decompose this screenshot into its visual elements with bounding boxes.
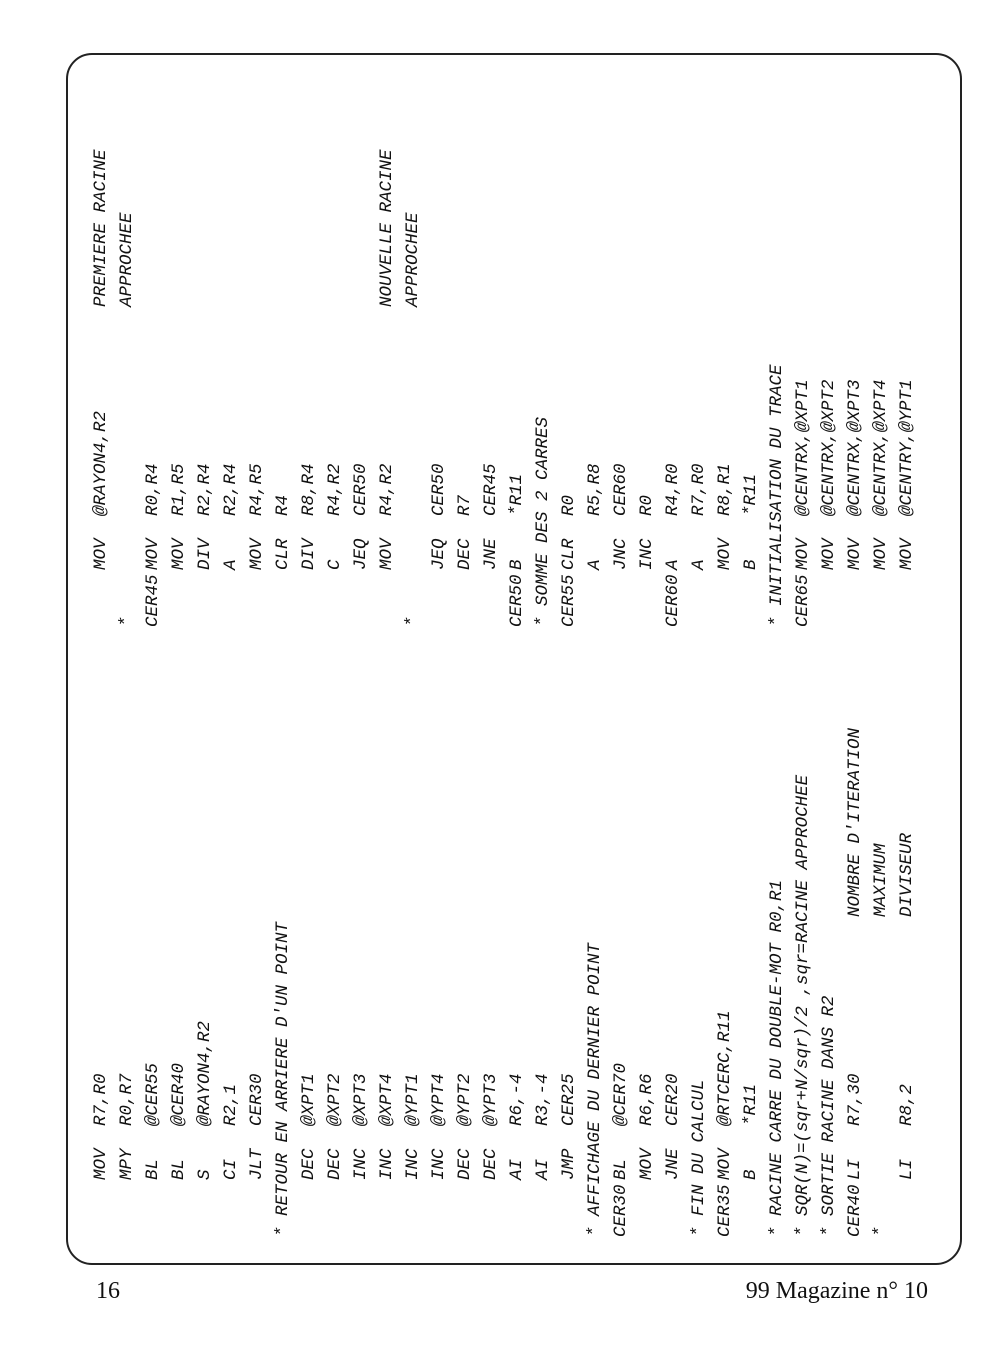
- operand-text: @XPT1: [299, 1073, 319, 1126]
- opcode-text: INC: [429, 1148, 449, 1180]
- operand-text: R0,R7: [117, 1073, 137, 1126]
- operand-text: R4,R5: [247, 463, 267, 516]
- label-text: CER55: [559, 574, 579, 627]
- operand-text: R6,R6: [637, 1073, 657, 1126]
- operand-text: CER20: [663, 1073, 683, 1126]
- opcode-text: CI: [221, 1158, 241, 1180]
- opcode-text: MOV: [871, 538, 891, 570]
- opcode-text: MOV: [247, 538, 267, 570]
- operand-text: R7,R0: [91, 1073, 111, 1126]
- operand-text: @RAYON4,R2: [195, 1020, 215, 1126]
- comment-text: * AFFICHAGE DU DERNIER POINT: [585, 942, 605, 1237]
- opcode-text: A: [663, 559, 683, 570]
- opcode-text: DEC: [455, 538, 475, 570]
- operand-text: @YPT4: [429, 1073, 449, 1126]
- operand-text: R3,-4: [533, 1073, 553, 1126]
- label-text: CER30: [611, 1184, 631, 1237]
- operand-text: @CER40: [169, 1062, 189, 1126]
- operand-text: R4: [273, 494, 293, 516]
- operand-text: R1,R5: [169, 463, 189, 516]
- operand-text: R8,R1: [715, 463, 735, 516]
- comment-text: *: [403, 616, 423, 627]
- operand-text: R0: [637, 494, 657, 516]
- opcode-text: AI: [533, 1158, 553, 1180]
- opcode-text: MOV: [169, 538, 189, 570]
- opcode-text: CLR: [559, 538, 579, 570]
- comment-text: *: [871, 1226, 891, 1237]
- operand-text: R5,R8: [585, 463, 605, 516]
- operand-text: @CENTRX,@XPT1: [793, 379, 813, 516]
- opcode-text: MOV: [715, 1148, 735, 1180]
- opcode-text: A: [221, 559, 241, 570]
- operand-text: CER50: [429, 463, 449, 516]
- opcode-text: B: [741, 1169, 761, 1180]
- opcode-text: BL: [169, 1158, 189, 1180]
- opcode-text: BL: [611, 1158, 631, 1180]
- opcode-text: JMP: [559, 1148, 579, 1180]
- rotated-listing: [68, 55, 962, 1265]
- label-text: CER45: [143, 574, 163, 627]
- operand-text: CER60: [611, 463, 631, 516]
- operand-text: CER30: [247, 1073, 267, 1126]
- comment-text: * SQR(N)=(sqr+N/sqr)/2 ,sqr=RACINE APPROCHEE: [793, 774, 813, 1237]
- opcode-text: B: [507, 559, 527, 570]
- remark-text: APPROCHEE: [117, 212, 137, 307]
- label-text: CER40: [845, 1184, 865, 1237]
- operand-text: R4,R2: [325, 463, 345, 516]
- operand-text: @XPT4: [377, 1073, 397, 1126]
- opcode-text: S: [195, 1169, 215, 1180]
- operand-text: *R11: [741, 473, 761, 516]
- operand-text: R2,R4: [195, 463, 215, 516]
- operand-text: R4,R2: [377, 463, 397, 516]
- operand-text: @CER70: [611, 1062, 631, 1126]
- operand-text: CER25: [559, 1073, 579, 1126]
- opcode-text: DEC: [325, 1148, 345, 1180]
- opcode-text: BL: [143, 1158, 163, 1180]
- opcode-text: MPY: [117, 1148, 137, 1180]
- opcode-text: INC: [637, 538, 657, 570]
- opcode-text: MOV: [637, 1148, 657, 1180]
- operand-text: R7,30: [845, 1073, 865, 1126]
- opcode-text: JEQ: [351, 538, 371, 570]
- operand-text: R2,R4: [221, 463, 241, 516]
- comment-text: * RACINE CARRE DU DOUBLE-MOT R0,R1: [767, 879, 787, 1237]
- opcode-text: LI: [897, 1158, 917, 1180]
- opcode-text: JNC: [611, 538, 631, 570]
- opcode-text: INC: [377, 1148, 397, 1180]
- opcode-text: MOV: [715, 538, 735, 570]
- opcode-text: MOV: [819, 538, 839, 570]
- comment-text: * SORTIE RACINE DANS R2: [819, 995, 839, 1237]
- opcode-text: A: [689, 559, 709, 570]
- operand-text: *R11: [741, 1083, 761, 1126]
- operand-text: @CENTRX,@XPT4: [871, 379, 891, 516]
- operand-text: @YPT2: [455, 1073, 475, 1126]
- opcode-text: CLR: [273, 538, 293, 570]
- opcode-text: JNE: [481, 538, 501, 570]
- opcode-text: A: [585, 559, 605, 570]
- opcode-text: MOV: [897, 538, 917, 570]
- operand-text: @CENTRY,@YPT1: [897, 379, 917, 516]
- opcode-text: JNE: [663, 1148, 683, 1180]
- remark-text: NOUVELLE RACINE: [377, 149, 397, 307]
- operand-text: R4,R0: [663, 463, 683, 516]
- operand-text: CER50: [351, 463, 371, 516]
- operand-text: @YPT1: [403, 1073, 423, 1126]
- opcode-text: DEC: [455, 1148, 475, 1180]
- remark-text: MAXIMUM: [871, 843, 891, 917]
- operand-text: *R11: [507, 473, 527, 516]
- opcode-text: INC: [351, 1148, 371, 1180]
- opcode-text: DIV: [195, 538, 215, 570]
- magazine-issue: 99 Magazine n° 10: [745, 1278, 928, 1304]
- page-number: 16: [96, 1278, 120, 1304]
- opcode-text: MOV: [845, 538, 865, 570]
- opcode-text: JLT: [247, 1148, 267, 1180]
- operand-text: @XPT3: [351, 1073, 371, 1126]
- remark-text: NOMBRE D'ITERATION: [845, 727, 865, 917]
- opcode-text: B: [741, 559, 761, 570]
- opcode-text: MOV: [377, 538, 397, 570]
- opcode-text: DEC: [481, 1148, 501, 1180]
- opcode-text: JEQ: [429, 538, 449, 570]
- operand-text: R0: [559, 494, 579, 516]
- label-text: CER65: [793, 574, 813, 627]
- operand-text: @RAYON4,R2: [91, 410, 111, 516]
- comment-text: * FIN DU CALCUL: [689, 1079, 709, 1237]
- operand-text: R7: [455, 494, 475, 516]
- operand-text: @RTCERC,R11: [715, 1010, 735, 1126]
- opcode-text: MOV: [91, 538, 111, 570]
- label-text: CER60: [663, 574, 683, 627]
- operand-text: R0,R4: [143, 463, 163, 516]
- comment-text: *: [117, 616, 137, 627]
- operand-text: @CENTRX,@XPT2: [819, 379, 839, 516]
- opcode-text: MOV: [143, 538, 163, 570]
- operand-text: R2,1: [221, 1083, 241, 1126]
- label-text: CER50: [507, 574, 527, 627]
- comment-text: * RETOUR EN ARRIERE D'UN POINT: [273, 921, 293, 1237]
- opcode-text: MOV: [793, 538, 813, 570]
- comment-text: * INITIALISATION DU TRACE: [767, 364, 787, 627]
- operand-text: @XPT2: [325, 1073, 345, 1126]
- operand-text: @CENTRX,@XPT3: [845, 379, 865, 516]
- opcode-text: INC: [403, 1148, 423, 1180]
- operand-text: R8,R4: [299, 463, 319, 516]
- opcode-text: DIV: [299, 538, 319, 570]
- remark-text: APPROCHEE: [403, 212, 423, 307]
- opcode-text: MOV: [91, 1148, 111, 1180]
- opcode-text: DEC: [299, 1148, 319, 1180]
- listing-frame: [66, 53, 962, 1265]
- comment-text: * SOMME DES 2 CARRES: [533, 416, 553, 627]
- remark-text: DIVISEUR: [897, 832, 917, 917]
- operand-text: @CER55: [143, 1062, 163, 1126]
- operand-text: R7,R0: [689, 463, 709, 516]
- operand-text: R8,2: [897, 1083, 917, 1126]
- opcode-text: C: [325, 559, 345, 570]
- opcode-text: AI: [507, 1158, 527, 1180]
- label-text: CER35: [715, 1184, 735, 1237]
- operand-text: CER45: [481, 463, 501, 516]
- remark-text: PREMIERE RACINE: [91, 149, 111, 307]
- opcode-text: LI: [845, 1158, 865, 1180]
- operand-text: @YPT3: [481, 1073, 501, 1126]
- operand-text: R6,-4: [507, 1073, 527, 1126]
